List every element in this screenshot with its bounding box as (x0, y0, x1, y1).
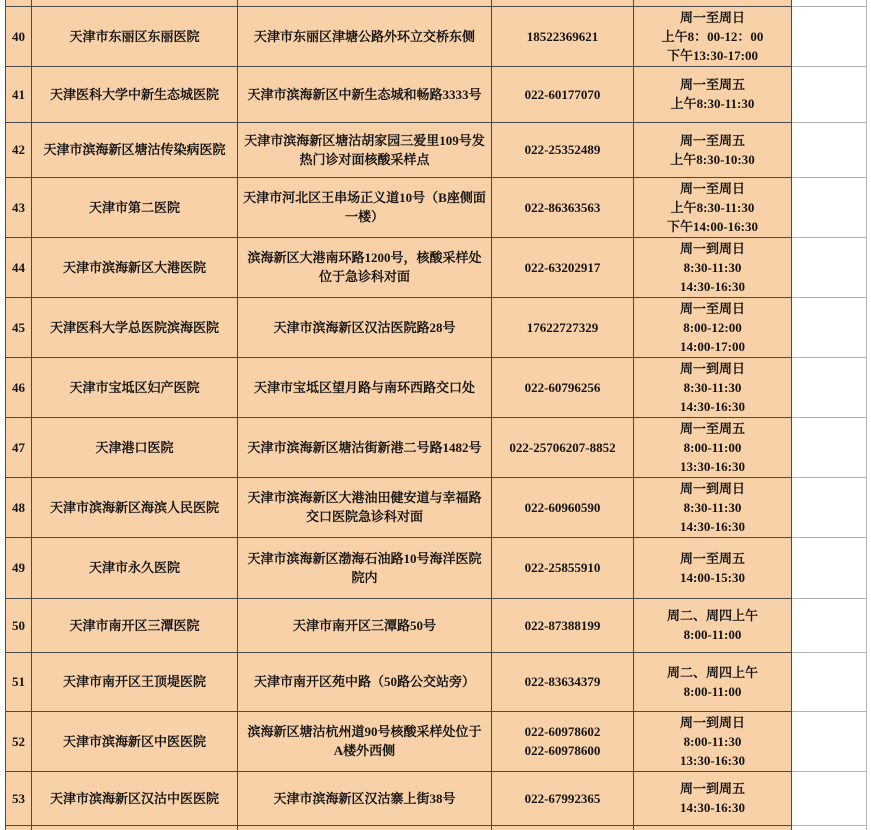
empty-cell (792, 477, 867, 537)
empty-cell (792, 6, 867, 66)
phone-cell-line: 17622727329 (526, 319, 599, 335)
table-row (6, 598, 867, 652)
row-number-cell-line: 40 (12, 28, 25, 44)
address-cell-line: 天津市滨海新区大港油田健安道与幸福路交口医院急诊科对面 (247, 490, 482, 524)
row-number-cell (6, 237, 32, 297)
hours-cell (634, 771, 792, 825)
hours-cell-line: 上午8:30-11:30 (670, 199, 755, 215)
hours-cell-line: 8:30-11:30 (683, 379, 742, 395)
hospital-name-cell-line: 天津市宝坻区妇产医院 (69, 379, 200, 395)
phone-cell (492, 537, 634, 598)
phone-cell-line: 022-60796256 (524, 379, 601, 395)
hospital-name-cell (32, 477, 238, 537)
hours-cell-line: 上午8：00-12：00 (661, 28, 764, 44)
address-cell-line: 天津市南开区三潭路50号 (292, 617, 436, 633)
partial-cell (792, 825, 867, 830)
hours-cell (634, 357, 792, 417)
table-row (6, 477, 867, 537)
table-row (6, 6, 867, 66)
hours-cell-line: 14:30-16:30 (680, 800, 745, 815)
hours-cell (634, 711, 792, 771)
hours-cell-line: 8:00-11:30 (683, 733, 742, 749)
hours-cell (634, 297, 792, 357)
hours-cell-line: 8:30-11:30 (683, 259, 742, 275)
phone-cell-line: 022-86363563 (524, 199, 601, 215)
hospital-name-cell (32, 177, 238, 237)
table-row (6, 537, 867, 598)
hospital-name-cell (32, 357, 238, 417)
hospital-name-cell (32, 66, 238, 122)
hours-cell-line: 周一至周日 (679, 180, 745, 196)
hours-cell-line: 周一到周五 (679, 781, 745, 796)
phone-cell (492, 771, 634, 825)
row-number-cell-line: 49 (12, 560, 25, 575)
row-number-cell-line: 51 (12, 674, 25, 689)
hours-cell-line: 周一至周日 (679, 9, 745, 25)
hospital-name-cell-line: 天津市南开区三潭医院 (69, 617, 200, 633)
hospital-name-cell (32, 6, 238, 66)
hours-cell-line: 上午8:30-11:30 (670, 96, 755, 111)
hours-cell (634, 652, 792, 711)
address-cell-line: 天津市滨海新区塘沽胡家园三爱里109号发热门诊对面核酸采样点 (244, 132, 485, 167)
address-cell (238, 297, 492, 357)
phone-cell (492, 711, 634, 771)
empty-cell (792, 66, 867, 122)
hospital-name-cell (32, 537, 238, 598)
phone-cell-line: 022-83634379 (524, 674, 601, 689)
empty-cell (792, 237, 867, 297)
address-cell-line: 天津市滨海新区中新生态城和畅路3333号 (247, 86, 482, 102)
hours-cell-line: 14:30-16:30 (680, 518, 745, 534)
row-number-cell (6, 122, 32, 177)
hours-cell-line: 13:30-16:30 (680, 752, 745, 768)
hospital-name-cell (32, 122, 238, 177)
row-number-cell-line: 46 (12, 379, 25, 395)
row-number-cell (6, 297, 32, 357)
address-cell (238, 66, 492, 122)
address-cell (238, 652, 492, 711)
address-cell-line: 天津市滨海新区塘沽街新港二号路1482号 (247, 439, 482, 455)
address-cell-line: 天津市宝坻区望月路与南环西路交口处 (253, 379, 475, 395)
address-cell (238, 598, 492, 652)
phone-cell-line: 022-87388199 (524, 617, 601, 633)
hours-cell-line: 13:30-16:30 (680, 458, 745, 474)
address-cell (238, 357, 492, 417)
hours-cell (634, 6, 792, 66)
table-row (6, 711, 867, 771)
hospital-name-cell-line: 天津医科大学总医院滨海医院 (49, 319, 219, 335)
empty-cell (792, 122, 867, 177)
hours-cell (634, 66, 792, 122)
address-cell (238, 771, 492, 825)
hospital-name-cell (32, 598, 238, 652)
phone-cell-line: 022-67992365 (524, 790, 601, 806)
hospital-name-cell (32, 771, 238, 825)
table-row (6, 297, 867, 357)
address-cell-line: 天津市南开区苑中路（50路公交站旁） (253, 674, 475, 689)
hours-cell-line: 下午14:00-16:30 (667, 218, 758, 234)
empty-cell (792, 417, 867, 477)
row-number-cell-line: 50 (12, 617, 25, 633)
hours-cell-line: 周二、周四上午 (666, 664, 758, 680)
hospital-name-cell-line: 天津市第二医院 (88, 199, 180, 215)
row-number-cell (6, 652, 32, 711)
row-number-cell-line: 43 (12, 199, 25, 215)
hours-cell (634, 237, 792, 297)
partial-row-bottom (6, 825, 867, 830)
hospital-name-cell-line: 天津市滨海新区海滨人民医院 (49, 499, 219, 515)
empty-cell (792, 297, 867, 357)
hospital-name-cell-line: 天津市南开区王顶堤医院 (62, 674, 206, 689)
empty-cell (792, 177, 867, 237)
row-number-cell (6, 417, 32, 477)
partial-cell (6, 825, 32, 830)
address-cell-line: 天津市滨海新区汉沽寨上街38号 (273, 790, 456, 806)
empty-cell (792, 771, 867, 825)
hospital-name-cell (32, 417, 238, 477)
phone-cell-line: 18522369621 (526, 28, 599, 44)
table-row (6, 66, 867, 122)
phone-cell (492, 122, 634, 177)
hours-cell-line: 8:00-12:00 (683, 319, 742, 335)
hours-cell-line: 上午8:30-10:30 (670, 151, 755, 167)
partial-cell (492, 825, 634, 830)
hospital-name-cell-line: 天津医科大学中新生态城医院 (49, 86, 219, 102)
partial-cell (32, 825, 238, 830)
hours-cell-line: 8:00-11:00 (683, 627, 742, 642)
hours-cell (634, 417, 792, 477)
phone-cell (492, 652, 634, 711)
phone-cell (492, 66, 634, 122)
hours-cell (634, 122, 792, 177)
hospital-name-cell-line: 天津市滨海新区塘沽传染病医院 (43, 142, 226, 157)
phone-cell-line: 022-25855910 (524, 560, 601, 575)
address-cell (238, 711, 492, 771)
row-number-cell-line: 42 (12, 142, 25, 157)
hours-cell-line: 周一至周五 (679, 132, 745, 148)
row-number-cell (6, 357, 32, 417)
hours-cell (634, 537, 792, 598)
hours-cell-line: 8:00-11:00 (683, 683, 742, 699)
phone-cell (492, 357, 634, 417)
hours-cell-line: 周二、周四上午 (666, 608, 758, 623)
address-cell-line: 天津市滨海新区渤海石油路10号海洋医院院内 (247, 550, 482, 585)
address-cell-line: 天津市滨海新区汉沽医院路28号 (273, 319, 456, 335)
row-number-cell (6, 477, 32, 537)
hours-cell-line: 14:30-16:30 (680, 278, 745, 294)
hours-cell-line: 14:00-17:00 (680, 338, 745, 354)
hospital-name-cell-line: 天津市滨海新区中医医院 (62, 733, 206, 749)
row-number-cell (6, 598, 32, 652)
table-row (6, 122, 867, 177)
table-row (6, 357, 867, 417)
address-cell-line: 天津市河北区王串场正义道10号（B座侧面一楼） (243, 190, 486, 224)
row-number-cell-line: 44 (12, 259, 25, 275)
phone-cell-line: 022-63202917 (524, 259, 601, 275)
phone-cell (492, 598, 634, 652)
hospital-name-cell (32, 652, 238, 711)
table-row (6, 177, 867, 237)
row-number-cell-line: 52 (12, 733, 25, 749)
phone-cell-line: 022-60978602 (524, 724, 601, 739)
hours-cell (634, 477, 792, 537)
row-number-cell (6, 6, 32, 66)
empty-cell (792, 711, 867, 771)
empty-cell (792, 537, 867, 598)
address-cell (238, 417, 492, 477)
hours-cell-line: 周一至周五 (679, 77, 745, 92)
table-row (6, 771, 867, 825)
hours-cell-line: 14:00-15:30 (680, 569, 745, 585)
hours-cell-line: 周一至周日 (679, 300, 745, 316)
row-number-cell-line: 48 (12, 499, 25, 515)
hours-cell-line: 周一到周日 (679, 714, 745, 730)
phone-cell-line: 022-25352489 (524, 142, 601, 157)
address-cell (238, 177, 492, 237)
hospital-name-cell (32, 711, 238, 771)
table-row (6, 417, 867, 477)
hospital-name-cell (32, 237, 238, 297)
address-cell (238, 537, 492, 598)
empty-cell (792, 598, 867, 652)
address-cell (238, 122, 492, 177)
address-cell (238, 6, 492, 66)
table-row (6, 652, 867, 711)
row-number-cell (6, 177, 32, 237)
hours-cell-line: 周一到周日 (679, 360, 745, 376)
hospital-name-cell-line: 天津市滨海新区大港医院 (62, 259, 206, 275)
empty-cell (792, 357, 867, 417)
hospital-name-cell-line: 天津港口医院 (95, 439, 174, 455)
phone-cell (492, 6, 634, 66)
empty-cell (792, 652, 867, 711)
hospital-table-body (6, 0, 867, 830)
hours-cell-line: 周一到周日 (679, 480, 745, 496)
phone-cell-line: 022-60960590 (524, 499, 601, 515)
phone-cell-line: 022-60978600 (524, 743, 601, 758)
hours-cell-line: 周一到周日 (679, 240, 745, 256)
hours-cell (634, 598, 792, 652)
partial-cell (238, 825, 492, 830)
row-number-cell (6, 711, 32, 771)
phone-cell (492, 177, 634, 237)
hospital-name-cell-line: 天津市永久医院 (88, 560, 180, 575)
address-cell (238, 477, 492, 537)
row-number-cell (6, 66, 32, 122)
row-number-cell-line: 41 (12, 86, 25, 102)
hours-cell-line: 14:30-16:30 (680, 398, 745, 414)
hospital-name-cell-line: 天津市东丽区东丽医院 (69, 28, 200, 44)
row-number-cell-line: 53 (12, 790, 25, 806)
table-row (6, 237, 867, 297)
hours-cell-line: 下午13:30-17:00 (667, 47, 758, 63)
hours-cell (634, 177, 792, 237)
phone-cell-line: 022-25706207-8852 (509, 439, 616, 455)
phone-cell (492, 417, 634, 477)
hospital-table (5, 0, 867, 830)
row-number-cell (6, 537, 32, 598)
row-number-cell-line: 45 (12, 319, 25, 335)
hours-cell-line: 8:30-11:30 (683, 499, 742, 515)
phone-cell (492, 477, 634, 537)
phone-cell (492, 297, 634, 357)
address-cell-line: 滨海新区塘沽杭州道90号核酸采样处位于A楼外西侧 (247, 724, 482, 758)
phone-cell (492, 237, 634, 297)
address-cell-line: 滨海新区大港南环路1200号，核酸采样处位于急诊科对面 (247, 250, 482, 284)
row-number-cell (6, 771, 32, 825)
address-cell-line: 天津市东丽区津塘公路外环立交桥东侧 (253, 28, 475, 44)
hospital-name-cell-line: 天津市滨海新区汉沽中医医院 (49, 790, 219, 806)
partial-cell (634, 825, 792, 830)
hours-cell-line: 8:00-11:00 (683, 439, 742, 455)
phone-cell-line: 022-60177070 (524, 86, 601, 102)
row-number-cell-line: 47 (12, 439, 25, 455)
hours-cell-line: 周一至周五 (679, 550, 745, 566)
hours-cell-line: 周一至周五 (679, 420, 745, 436)
address-cell (238, 237, 492, 297)
hospital-name-cell (32, 297, 238, 357)
